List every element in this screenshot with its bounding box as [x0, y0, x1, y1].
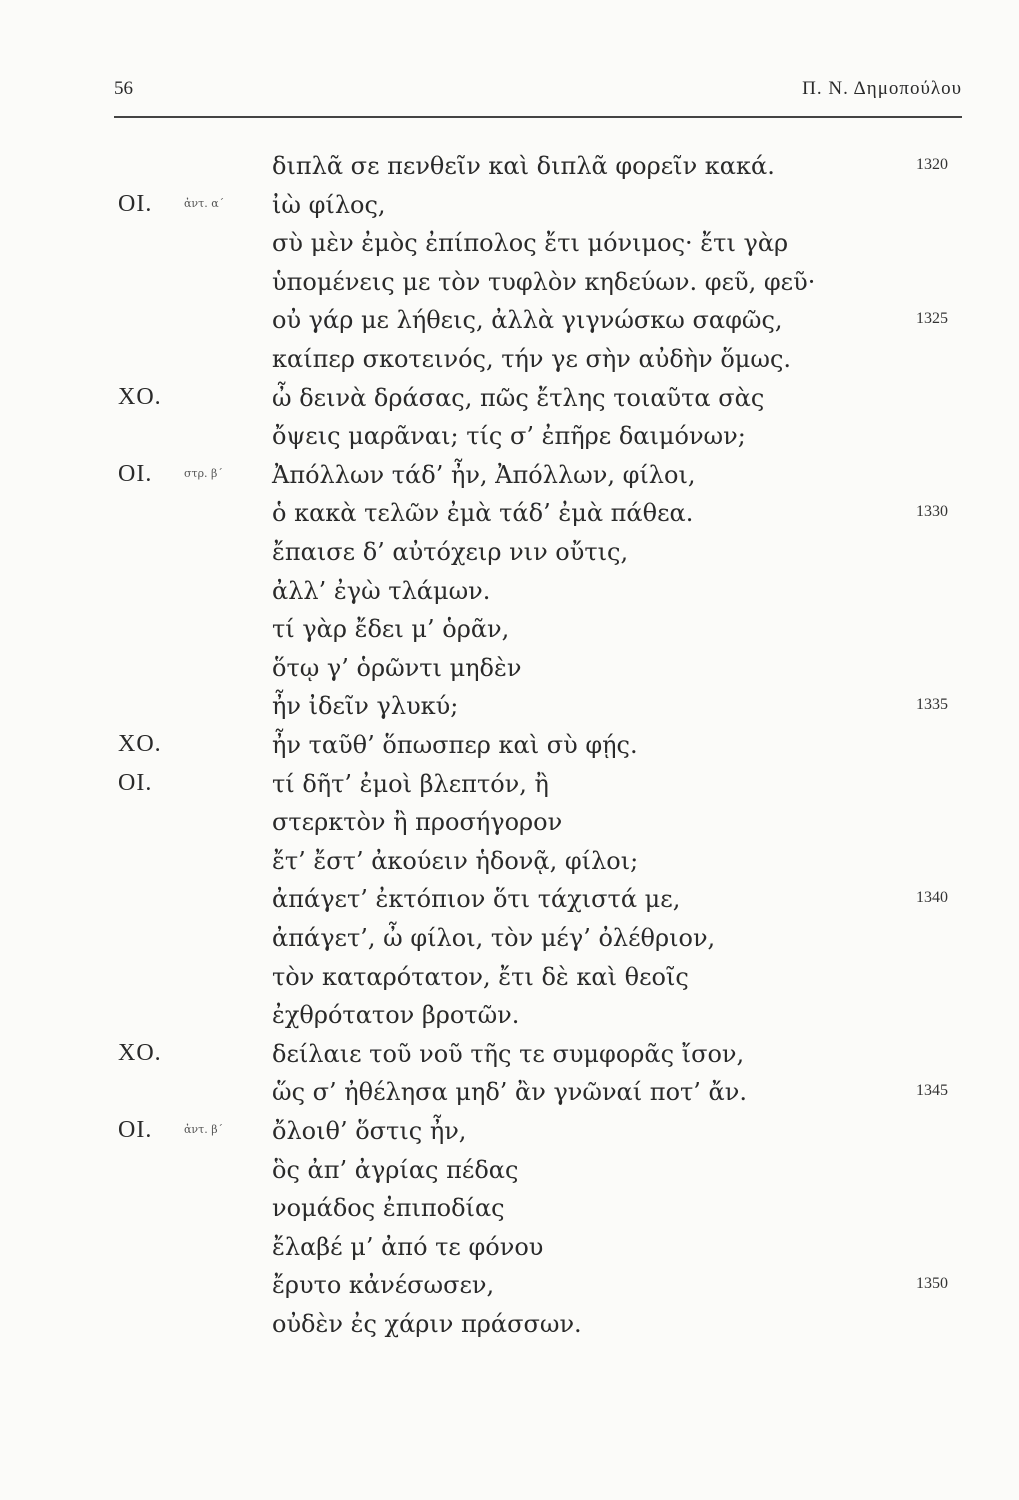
verse-text-line: σὺ μὲν ἐμὸς ἐπίπολος ἔτι μόνιμος· ἔτι γὰρ [272, 229, 789, 258]
verse-text-line: ὥς σ’ ἠθέλησα μηδ’ ἂν γνῶναί ποτ’ ἄν. [272, 1078, 747, 1107]
speaker-label: ΧΟ. [118, 1039, 162, 1066]
verse-text-line: ὄλοιθ’ ὅστις ἦν, [272, 1117, 467, 1145]
speaker-label: ΟΙ. [118, 190, 153, 217]
verse-line [0, 229, 1019, 267]
verse-line [0, 422, 1019, 460]
speaker-label: ΧΟ. [118, 731, 162, 757]
verse-line [0, 345, 1019, 383]
verse-line [0, 499, 1019, 537]
verse-text-line: ἦν ταῦθ’ ὅπωσπερ καὶ σὺ φῄς. [272, 731, 638, 759]
strophe-marker: ἀντ. β΄ [184, 1123, 224, 1136]
verse-text-line: ὦ δεινὰ δράσας, πῶς ἔτλης τοιαῦτα σὰς [272, 383, 765, 412]
verse-line [0, 1310, 1019, 1348]
verse-line [0, 770, 1019, 808]
verse-line [0, 577, 1019, 615]
verse-text-line: οὐδὲν ἐς χάριν πράσσων. [272, 1310, 582, 1338]
verse-line [0, 963, 1019, 1001]
verse-line [0, 1078, 1019, 1116]
strophe-marker: ἀντ. α΄ [184, 196, 225, 210]
verse-text-line: ἔτ’ ἔστ’ ἀκούειν ἡδονᾷ, φίλοι; [272, 846, 639, 875]
line-number: 1325 [916, 310, 948, 328]
verse-line [0, 692, 1019, 730]
verse-line [0, 152, 1019, 190]
verse-text-line: στερκτὸν ἢ προσήγορον [272, 808, 563, 837]
page-number: 56 [114, 78, 133, 99]
verse-line [0, 847, 1019, 885]
verse-text-line: τί γὰρ ἔδει μ’ ὁρᾶν, [272, 615, 510, 644]
verse-line [0, 461, 1019, 499]
line-number: 1330 [916, 503, 948, 521]
verse-text-line: ὁ κακὰ τελῶν ἐμὰ τάδ’ ἐμὰ πάθεα. [272, 499, 694, 528]
verse-text-line: δείλαιε τοῦ νοῦ τῆς τε συμφορᾶς ἴσον, [272, 1039, 745, 1068]
running-head: Π. Ν. Δημοπούλου [802, 78, 962, 99]
verse-line [0, 731, 1019, 769]
verse-text-line: ὑπομένεις με τὸν τυφλὸν κηδεύων. φεῦ, φεῦ· [272, 267, 816, 296]
verse-text-line: ὄψεις μαρᾶναι; τίς σ’ ἐπῆρε δαιμόνων; [272, 422, 746, 451]
verse-line [0, 885, 1019, 923]
verse-text-line: ὃς ἀπ’ ἀγρίας πέδας [272, 1155, 519, 1184]
verse-line [0, 268, 1019, 306]
strophe-marker: στρ. β΄ [184, 466, 223, 480]
verse-text-line: ἰὼ φίλος, [272, 190, 386, 219]
line-number: 1320 [916, 156, 948, 173]
verse-text-line: ἀλλ’ ἐγὼ τλάμων. [272, 576, 491, 605]
verse-text-line: νομάδος ἐπιποδίας [272, 1194, 505, 1223]
verse-line [0, 191, 1019, 229]
verse-line [0, 384, 1019, 422]
verse-line [0, 1271, 1019, 1309]
verse-line [0, 1040, 1019, 1078]
verse-text-line: οὐ γάρ με λήθεις, ἀλλὰ γιγνώσκω σαφῶς, [272, 306, 783, 335]
verse-text-line: ὅτῳ γ’ ὁρῶντι μηδὲν [272, 653, 522, 682]
verse-line [0, 808, 1019, 846]
verse-text-line: ἔπαισε δ’ αὐτόχειρ νιν οὔτις, [272, 538, 629, 566]
speaker-label: ΧΟ. [118, 383, 162, 410]
verse-text-line: ἀπάγετ’, ὦ φίλοι, τὸν μέγ’ ὀλέθριον, [272, 924, 716, 952]
speaker-label: ΟΙ. [118, 460, 153, 487]
line-number: 1350 [916, 1275, 948, 1293]
speaker-label: ΟΙ. [118, 769, 153, 796]
verse-line [0, 1233, 1019, 1271]
verse-line [0, 1156, 1019, 1194]
verse-text-line: ἦν ἰδεῖν γλυκύ; [272, 692, 459, 721]
verse-text-line: ἔρυτο κἀνέσωσεν, [272, 1271, 495, 1300]
verse-line [0, 654, 1019, 692]
verse-line [0, 924, 1019, 962]
verse-text-line: ἀπάγετ’ ἐκτόπιον ὅτι τάχιστά με, [272, 885, 681, 914]
verse-line [0, 306, 1019, 344]
verse-text-line: Ἀπόλλων τάδ’ ἦν, Ἀπόλλων, φίλοι, [272, 460, 696, 489]
verse-text-line: τὸν καταρότατον, ἔτι δὲ καὶ θεοῖς [272, 962, 689, 991]
verse-text-line: ἔλαβέ μ’ ἀπό τε φόνου [272, 1232, 544, 1261]
verse-text-line: καίπερ σκοτεινός, τήν γε σὴν αὐδὴν ὅμως. [272, 345, 792, 373]
verse-line [0, 615, 1019, 653]
line-number: 1340 [916, 889, 948, 907]
line-number: 1335 [916, 696, 948, 714]
verse-line [0, 538, 1019, 576]
verse-text-line: διπλᾶ σε πενθεῖν καὶ διπλᾶ φορεῖν κακά. [272, 152, 775, 180]
verse-text-line: ἐχθρότατον βροτῶν. [272, 1001, 520, 1030]
verse-line [0, 1001, 1019, 1039]
verse-line [0, 1194, 1019, 1232]
line-number: 1345 [916, 1082, 948, 1100]
verse-line [0, 1117, 1019, 1155]
speaker-label: ΟΙ. [118, 1117, 153, 1143]
verse-text-line: τί δῆτ’ ἐμοὶ βλεπτόν, ἢ [272, 769, 549, 798]
